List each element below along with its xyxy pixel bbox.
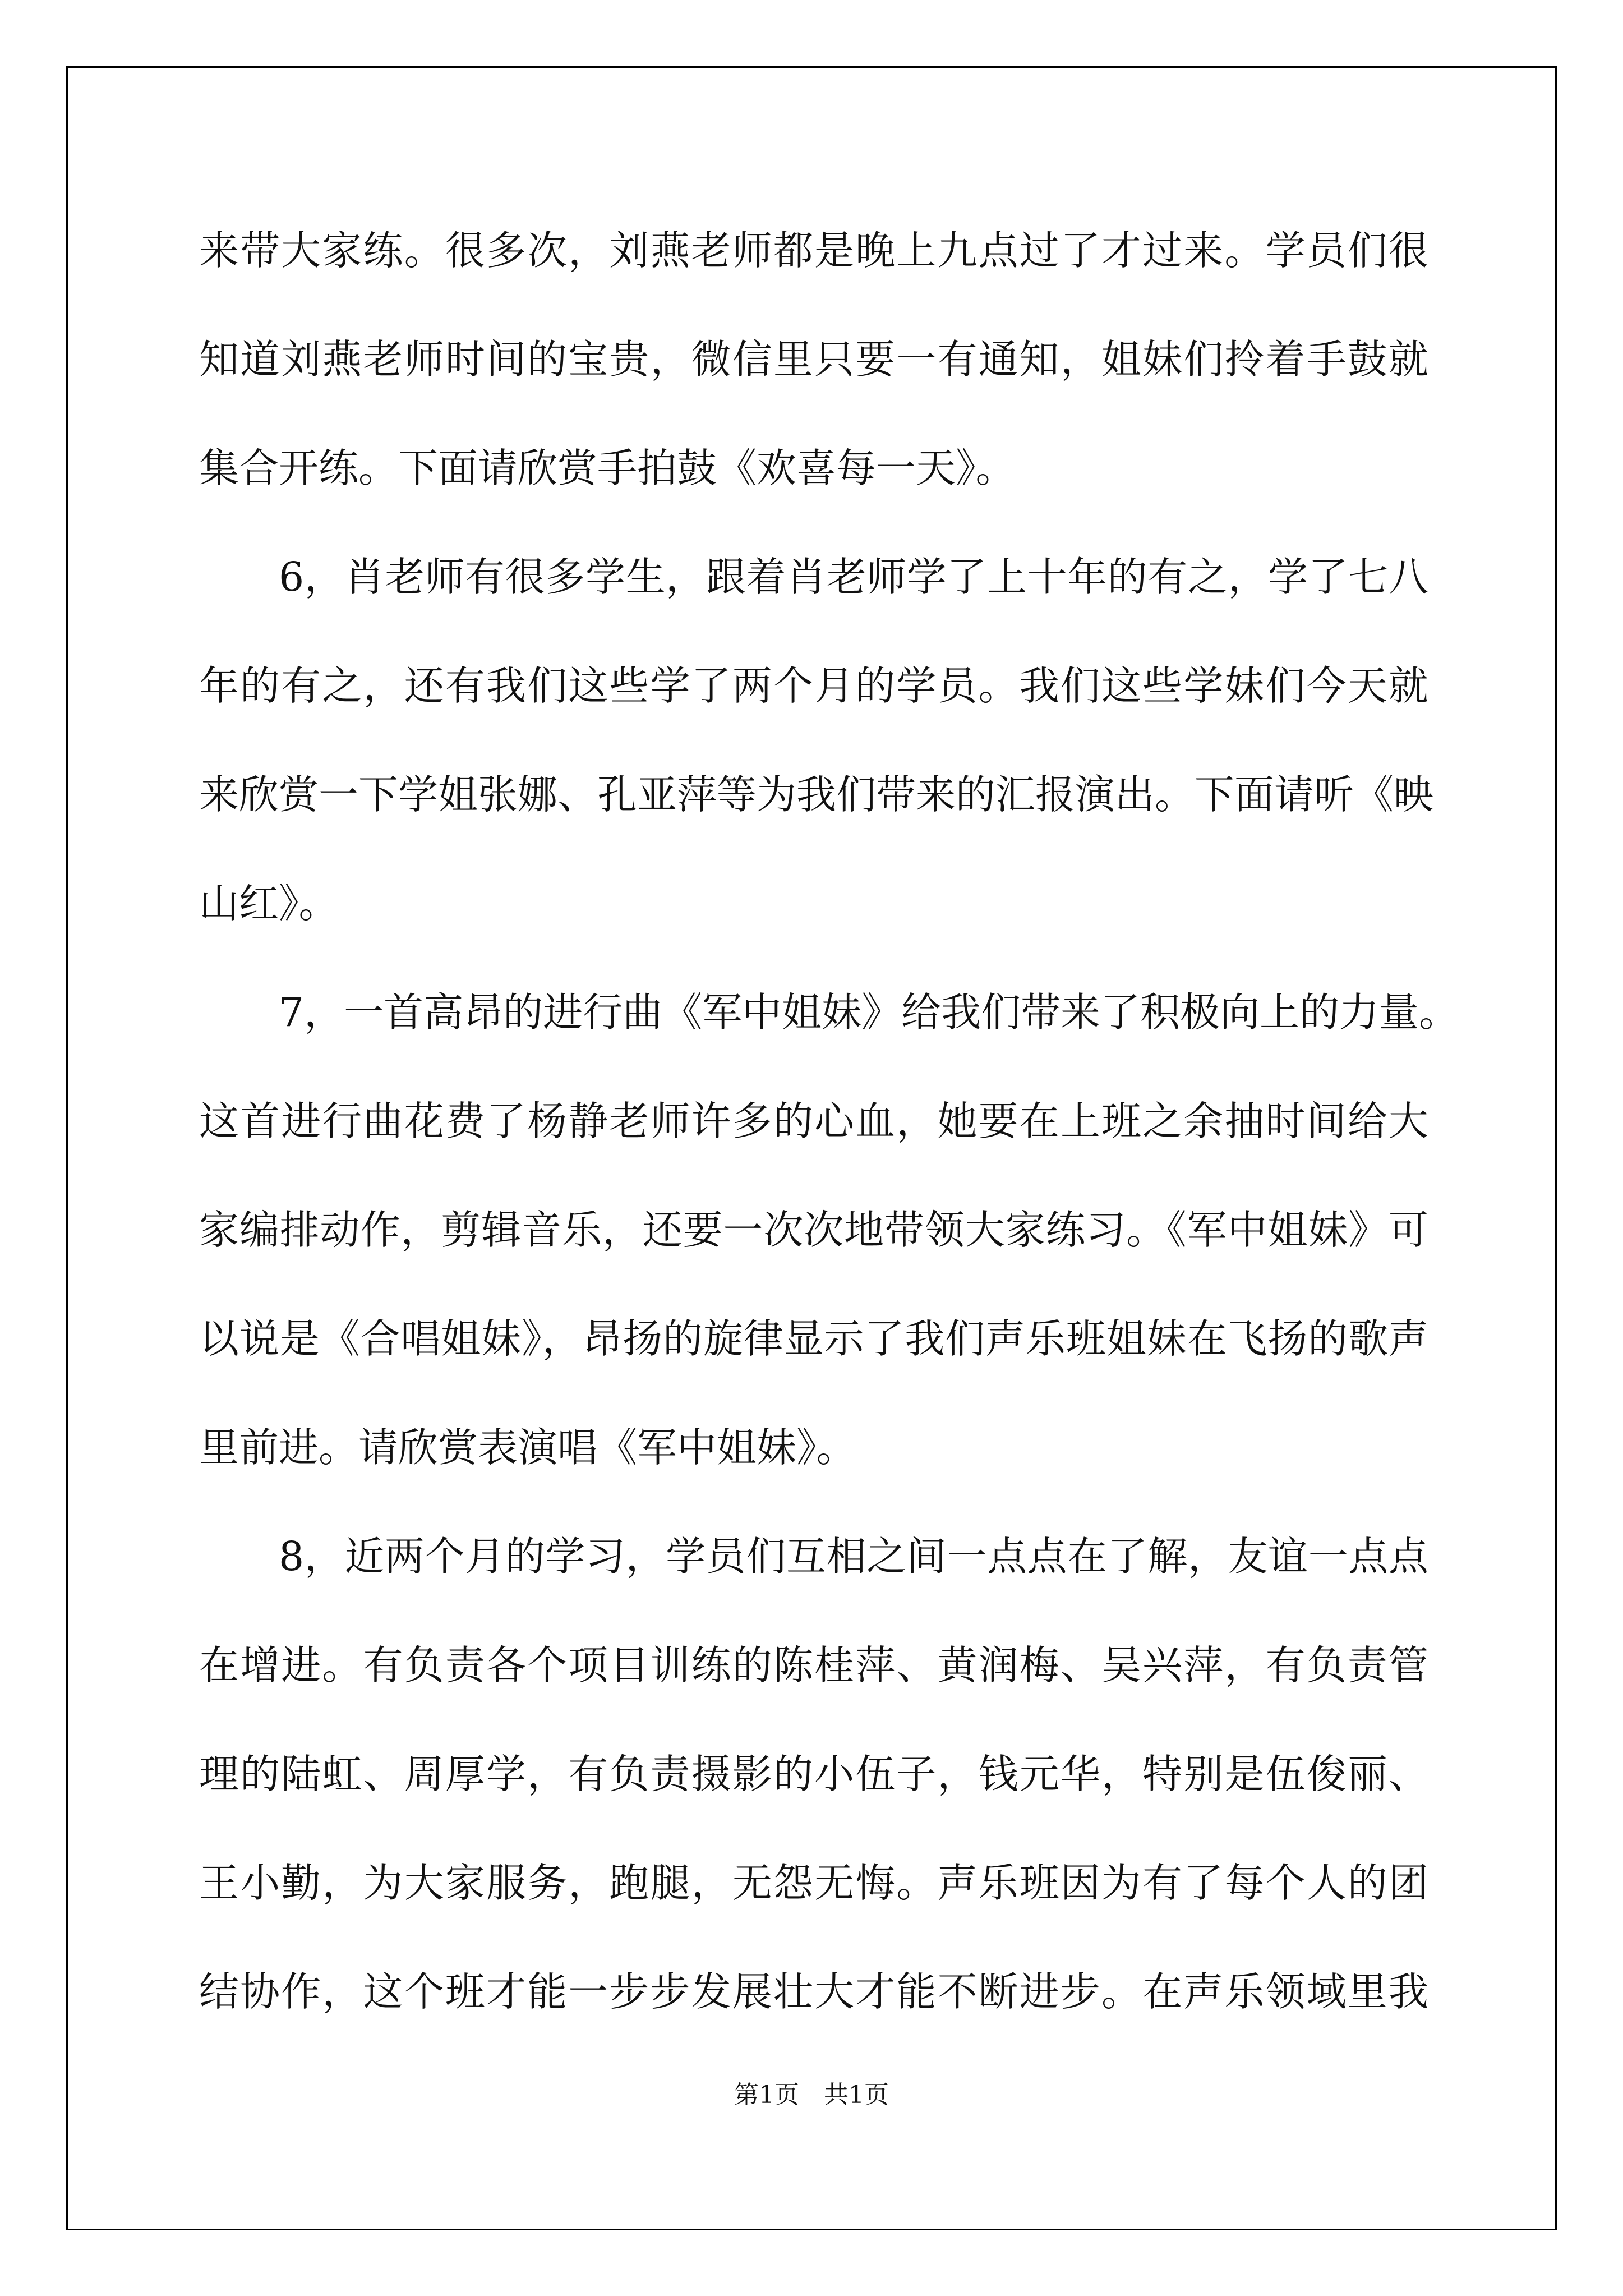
text-line: 王小勤，为大家服务，跑腿，无怨无悔。声乐班因为有了每个人的团 bbox=[199, 1860, 1428, 1906]
text-line: 8，近两个月的学习，学员们互相之间一点点在了解，友谊一点点 bbox=[279, 1533, 1428, 1580]
text-line: 家编排动作，剪辑音乐，还要一次次地带领大家练习。《军中姐妹》可 bbox=[199, 1207, 1428, 1253]
text-line: 在增进。有负责各个项目训练的陈桂萍、黄润梅、吴兴萍，有负责管 bbox=[199, 1642, 1428, 1688]
text-line: 理的陆虹、周厚学，有负责摄影的小伍子，钱元华，特别是伍俊丽、 bbox=[199, 1751, 1428, 1797]
text-line: 里前进。请欣赏表演唱《军中姐妹》。 bbox=[199, 1424, 856, 1471]
page-footer: 第1页 共1页 bbox=[734, 2081, 889, 2109]
text-line: 山红》。 bbox=[199, 880, 339, 927]
text-line: 结协作，这个班才能一步步发展壮大才能不断进步。在声乐领域里我 bbox=[199, 1968, 1428, 2015]
text-line: 7，一首高昂的进行曲《军中姐妹》给我们带来了积极向上的力量。 bbox=[279, 989, 1459, 1036]
text-line: 6，肖老师有很多学生，跟着肖老师学了上十年的有之，学了七八 bbox=[279, 554, 1428, 600]
text-line: 来欣赏一下学姐张娜、孔亚萍等为我们带来的汇报演出。下面请听《映 bbox=[199, 771, 1434, 818]
text-line: 集合开练。下面请欣赏手拍鼓《欢喜每一天》。 bbox=[199, 445, 1016, 491]
text-line: 来带大家练。很多次，刘燕老师都是晚上九点过了才过来。学员们很 bbox=[199, 227, 1428, 274]
text-line: 年的有之，还有我们这些学了两个月的学员。我们这些学妹们今天就 bbox=[199, 662, 1428, 709]
document-body bbox=[199, 209, 1459, 2059]
text-line: 这首进行曲花费了杨静老师许多的心血，她要在上班之余抽时间给大 bbox=[199, 1098, 1428, 1144]
text-line: 以说是《合唱姐妹》，昂扬的旋律显示了我们声乐班姐妹在飞扬的歌声 bbox=[199, 1315, 1428, 1362]
text-line: 知道刘燕老师时间的宝贵，微信里只要一有通知，姐妹们拎着手鼓就 bbox=[199, 336, 1428, 383]
